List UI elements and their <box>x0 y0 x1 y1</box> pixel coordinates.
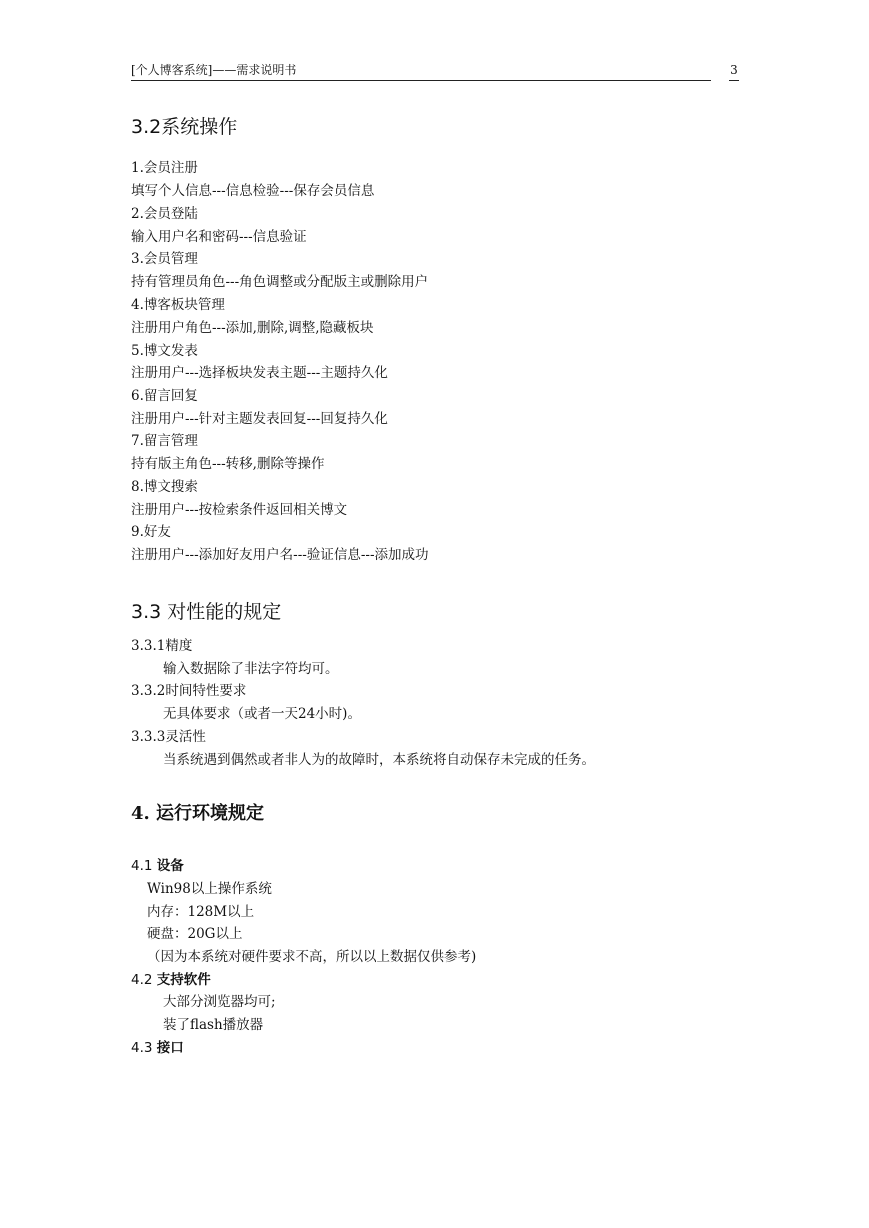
subsection-4-2-heading <box>131 969 211 991</box>
env-line: 内存：128M以上 <box>147 904 255 920</box>
item-desc: 填写个人信息---信息检验---保存会员信息 <box>131 183 375 199</box>
item-title: 1.会员注册 <box>131 160 198 176</box>
item-title: 8.博文搜索 <box>131 479 198 495</box>
subsection-desc: 当系统遇到偶然或者非人为的故障时，本系统将自动保存未完成的任务。 <box>163 752 595 768</box>
env-line: （因为本系统对硬件要求不高，所以以上数据仅供参考) <box>147 949 477 965</box>
section-3-2-heading: 3.2系统操作 <box>131 116 238 138</box>
subsection-number: 4.2 <box>131 972 153 988</box>
item-desc: 注册用户角色---添加,删除,调整,隐藏板块 <box>131 320 374 336</box>
subsection-4-3-heading <box>131 1037 184 1059</box>
item-desc: 注册用户---针对主题发表回复---回复持久化 <box>131 411 388 427</box>
item-desc: 持有管理员角色---角色调整或分配版主或删除用户 <box>131 274 429 290</box>
subsection-desc: 输入数据除了非法字符均可。 <box>163 661 339 677</box>
subsection-title: 3.3.3灵活性 <box>131 729 206 745</box>
header-title: [个人博客系统]——需求说明书 <box>131 63 297 77</box>
item-title: 4.博客板块管理 <box>131 297 225 313</box>
subsection-title: 3.3.1精度 <box>131 638 193 654</box>
env-line: 硬盘：20G以上 <box>147 926 243 942</box>
item-desc: 输入用户名和密码---信息验证 <box>131 229 307 245</box>
env-line: 装了flash播放器 <box>163 1017 264 1033</box>
section-4-heading: 4. 运行环境规定 <box>131 803 265 824</box>
subsection-title: 3.3.2时间特性要求 <box>131 683 247 699</box>
subsection-label: 支持软件 <box>156 972 211 988</box>
item-title: 3.会员管理 <box>131 251 198 267</box>
item-desc: 注册用户---选择板块发表主题---主题持久化 <box>131 365 388 381</box>
item-title: 7.留言管理 <box>131 433 198 449</box>
page-number: 3 <box>729 62 739 81</box>
section-3-3-heading: 3.3 对性能的规定 <box>131 601 282 623</box>
subsection-4-1-heading <box>131 855 184 877</box>
env-line: Win98以上操作系统 <box>147 881 272 897</box>
subsection-desc: 无具体要求（或者一天24小时)。 <box>163 706 361 722</box>
item-title: 5.博文发表 <box>131 343 198 359</box>
subsection-label: 接口 <box>156 1040 184 1056</box>
item-title: 2.会员登陆 <box>131 206 198 222</box>
item-title: 6.留言回复 <box>131 388 198 404</box>
item-desc: 注册用户---添加好友用户名---验证信息---添加成功 <box>131 547 429 563</box>
subsection-label: 设备 <box>156 858 184 874</box>
item-desc: 持有版主角色---转移,删除等操作 <box>131 456 325 472</box>
page-header <box>131 62 711 81</box>
subsection-number: 4.1 <box>131 858 153 874</box>
env-line: 大部分浏览器均可; <box>163 994 276 1010</box>
item-desc: 注册用户---按检索条件返回相关博文 <box>131 502 348 518</box>
item-title: 9.好友 <box>131 524 171 540</box>
subsection-number: 4.3 <box>131 1040 153 1056</box>
